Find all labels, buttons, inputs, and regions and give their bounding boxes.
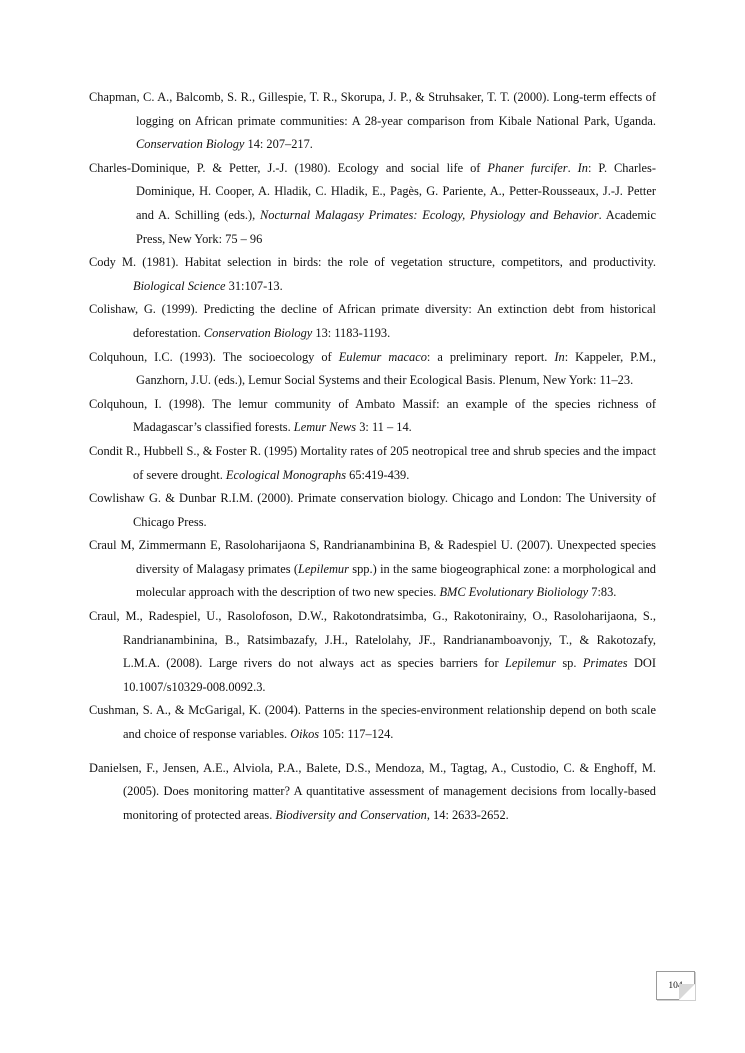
- reference-cody-1981: Cody M. (1981). Habitat selection in birds: the role of vegetation structure, competitors, and productivity. Biological Science 31:107-13.: [89, 255, 656, 293]
- reference-list: [89, 86, 656, 827]
- reference-danielsen-2005: Danielsen, F., Jensen, A.E., Alviola, P.A., Balete, D.S., Mendoza, M., Tagtag, A., Custodio, C. & Enghoff, M. (2005). Does monitoring matter? A quantitative assessment of management decisions from locally-based monitoring of protected areas. Biodiversity and Conservation, 14: 2633-2652.: [89, 760, 656, 822]
- reference-craul-2008: Craul, M., Radespiel, U., Rasolofoson, D.W., Rakotondratsimba, G., Rakotonirainy, O., Rasoloharijaona, S., Randrianambinina, B., Ratsimbazafy, J.H., Ratelolahy, JF., Randrianamboavonjy, T., & Rakotozafy, L.M.A. (2008). Large rivers do not always act as species barriers for Lepilemur sp. Primates DOI 10.1007/s10329-008.0092.3.: [89, 609, 657, 694]
- reference-condit-1995: Condit R., Hubbell S., & Foster R. (1995) Mortality rates of 205 neotropical tree and shrub species and the impact of severe drought. Ecological Monographs 65:419-439.: [89, 443, 656, 482]
- reference-colquhoun-1998: Colquhoun, I. (1998). The lemur community of Ambato Massif: an example of the species richness of Madagascar’s classified forests. Lemur News 3: 11 – 14.: [89, 396, 656, 435]
- reference-cushman-2004: Cushman, S. A., & McGarigal, K. (2004). Patterns in the species-environment relationship depend on both scale and choice of response variables. Oikos 105: 117–124.: [89, 703, 656, 742]
- reference-cowlishaw-2000: Cowlishaw G. & Dunbar R.I.M. (2000). Primate conservation biology. Chicago and London: The University of Chicago Press.: [89, 491, 656, 529]
- reference-chapman-2000: Chapman, C. A., Balcomb, S. R., Gillespie, T. R., Skorupa, J. P., & Struhsaker, T. T. (2000). Long-term effects of logging on African primate communities: A 28-year comparison from Kibale National Park, Uganda. Conservation Biology 14: 207–217.: [89, 90, 656, 152]
- reference-charles-dominique-1980: Charles-Dominique, P. & Petter, J.-J. (1980). Ecology and social life of Phaner furcifer. In: P. Charles-Dominique, H. Cooper, A. Hladik, C. Hladik, E., Pagès, G. Pariente, A., Petter-Rousseaux, J.-J. Petter and A. Schilling (eds.), Nocturnal Malagasy Primates: Ecology, Physiology and Behavior. Academic Press, New York: 75 – 96: [89, 160, 657, 246]
- reference-craul-2007: Craul M, Zimmermann E, Rasoloharijaona S, Randrianambinina B, & Radespiel U. (2007). Unexpected species diversity of Malagasy primates (Lepilemur spp.) in the same biogeographical zone: a morphological and molecular approach with the description of two new species. BMC Evolutionary Bioliology 7:83.: [89, 538, 656, 600]
- reference-colishaw-1999: Colishaw, G. (1999). Predicting the decline of African primate diversity: An extinction debt from historical deforestation. Conservation Biology 13: 1183-1193.: [89, 302, 656, 340]
- reference-colquhoun-1993: Colquhoun, I.C. (1993). The socioecology of Eulemur macaco: a preliminary report. In: Kappeler, P.M., Ganzhorn, J.U. (eds.), Lemur Social Systems and their Ecological Basis. Plenum, New York: 11–23.: [89, 349, 656, 388]
- page-number: 104: [656, 971, 695, 1000]
